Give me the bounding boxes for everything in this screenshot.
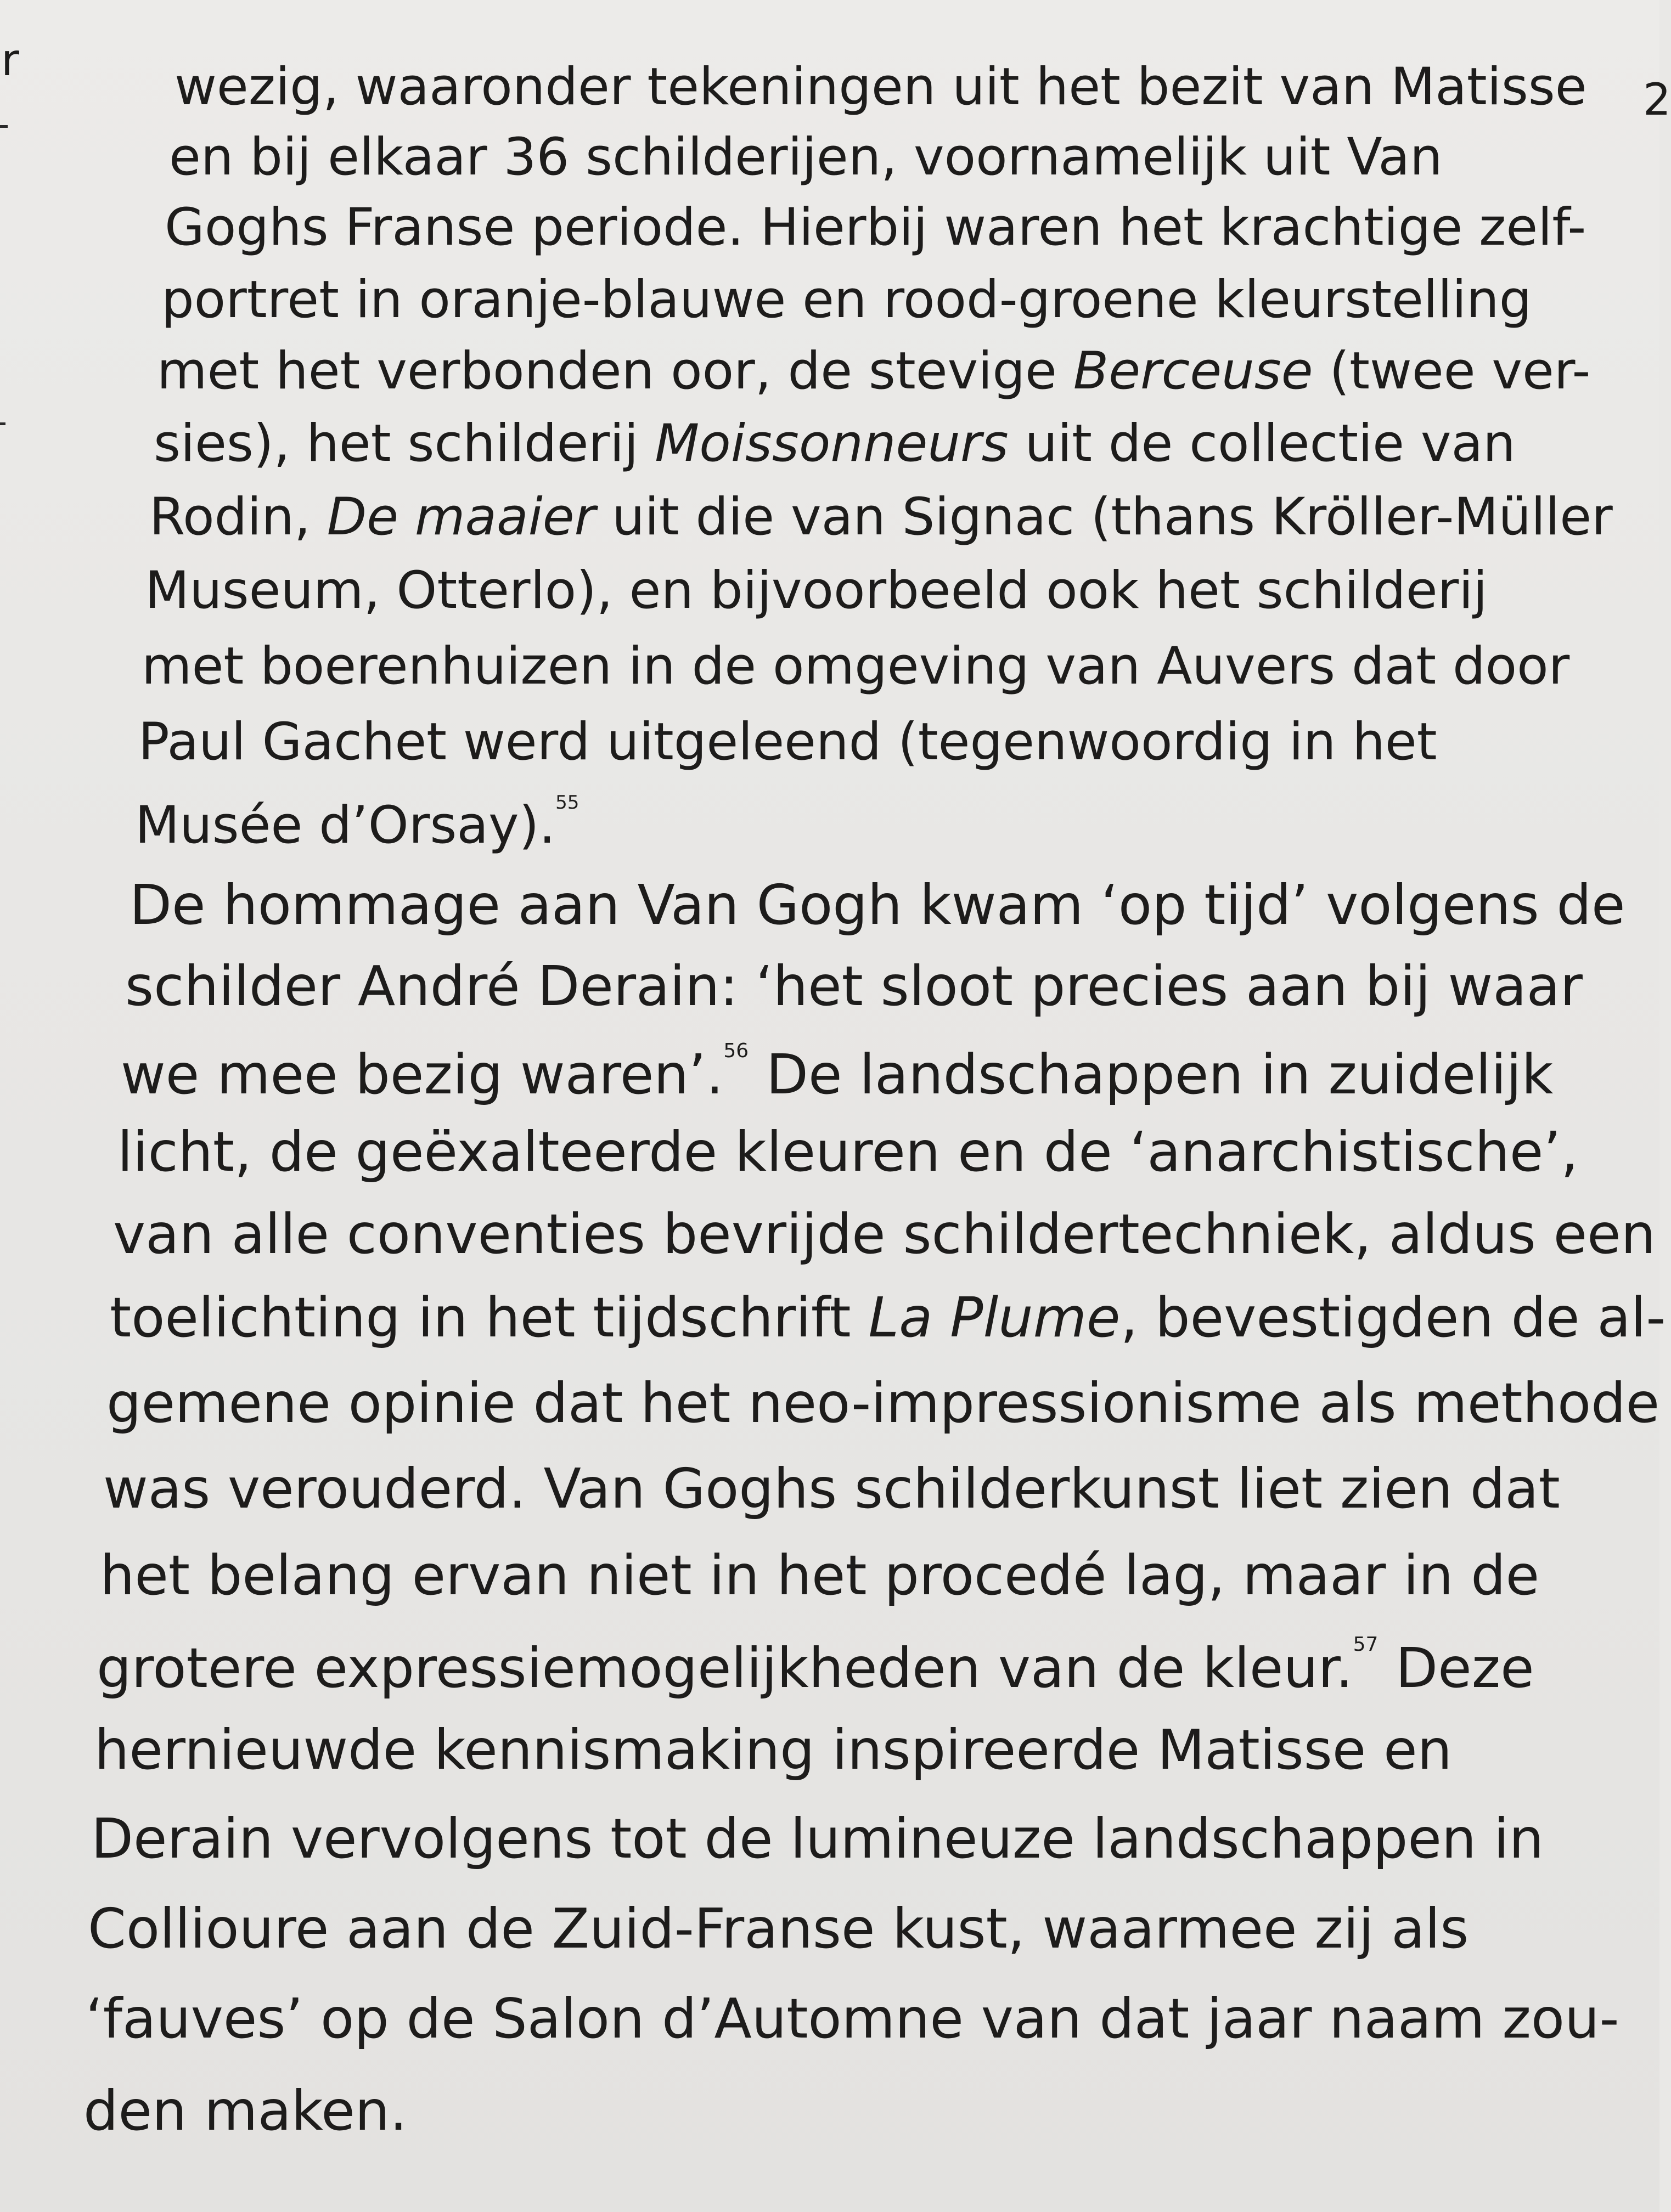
text-line [149,487,1613,547]
text-line: met boerenhuizen in de omgeving van Auvers dat door [142,636,1570,696]
text-line: licht, de geëxalteerde kleuren en de ‘anarchistische’, [117,1120,1579,1184]
text-line: den maken. [83,2079,407,2143]
artwork-title-moissonneurs: Moissonneurs [655,414,1009,473]
text-segment: uit die van Signac (thans Kröller-Müller [595,487,1613,547]
text-line: Goghs Franse periode. Hierbij waren het krachtige zelf- [165,198,1586,257]
text-line [97,1633,1534,1700]
text-line [110,1285,1666,1350]
left-edge-mark [0,125,8,128]
artwork-title-berceuse: Berceuse [1073,341,1313,401]
footnote-marker-57: 57 [1353,1633,1379,1656]
text-line: portret in oranje-blauwe en rood-groene kleurstelling [161,270,1532,330]
text-line: schilder André Derain: ‘het sloot precies aan bij waar [125,954,1583,1018]
text-line: De hommage aan Van Gogh kwam ‘op tijd’ volgens de [130,873,1625,937]
text-line [154,414,1516,473]
text-line: Museum, Otterlo), en bijvoorbeeld ook het schilderij [145,561,1488,620]
text-line: was verouderd. Van Goghs schilderkunst liet zien dat [103,1457,1560,1521]
text-segment: uit de collectie van [1008,414,1516,473]
footnote-marker-55: 55 [555,792,579,814]
text-line [135,792,579,855]
text-line: hernieuwde kennismaking inspireerde Matisse en [94,1718,1453,1782]
text-line: Paul Gachet werd uitgeleend (tegenwoordig in het [138,712,1437,772]
right-edge-fragment: 2 [1643,74,1671,125]
text-segment: De landschappen in zuidelijk [749,1042,1554,1107]
journal-title-la-plume: La Plume [868,1285,1121,1350]
text-line: wezig, waaronder tekeningen uit het bezit van Matisse [175,57,1587,117]
text-line: ‘fauves’ op de Salon d’Automne van dat jaar naam zou- [86,1987,1619,2051]
text-segment: met het verbonden oor, de stevige [157,341,1073,401]
left-edge-mark-2 [0,422,5,425]
text-segment: sies), het schilderij [154,414,655,473]
text-line: en bij elkaar 36 schilderijen, voornamelijk uit Van [169,127,1443,187]
text-line: gemene opinie dat het neo-impressionisme als methode [106,1371,1660,1435]
text-line: van alle conventies bevrijde schildertechniek, aldus een [113,1202,1656,1266]
text-segment: toelichting in het tijdschrift [110,1285,869,1350]
artwork-title-de-maaier: De maaier [327,487,596,547]
text-segment: , bevestigden de al- [1120,1285,1666,1350]
text-segment: Deze [1378,1636,1534,1700]
text-line: Collioure aan de Zuid-Franse kust, waarmee zij als [88,1897,1469,1961]
left-edge-fragment: r [1,35,19,86]
text-line: het belang ervan niet in het procedé lag, maar in de [100,1543,1540,1607]
text-line [121,1040,1554,1107]
footnote-marker-56: 56 [723,1040,749,1062]
text-segment: Rodin, [149,487,327,547]
text-segment: (twee ver- [1313,341,1591,401]
text-segment: we mee bezig waren’. [121,1042,724,1107]
text-segment: Musée d’Orsay). [135,795,556,855]
text-line [157,341,1591,401]
text-line: Derain vervolgens tot de lumineuze landschappen in [91,1807,1544,1871]
text-segment: grotere expressiemogelijkheden van de kleur. [97,1636,1353,1700]
